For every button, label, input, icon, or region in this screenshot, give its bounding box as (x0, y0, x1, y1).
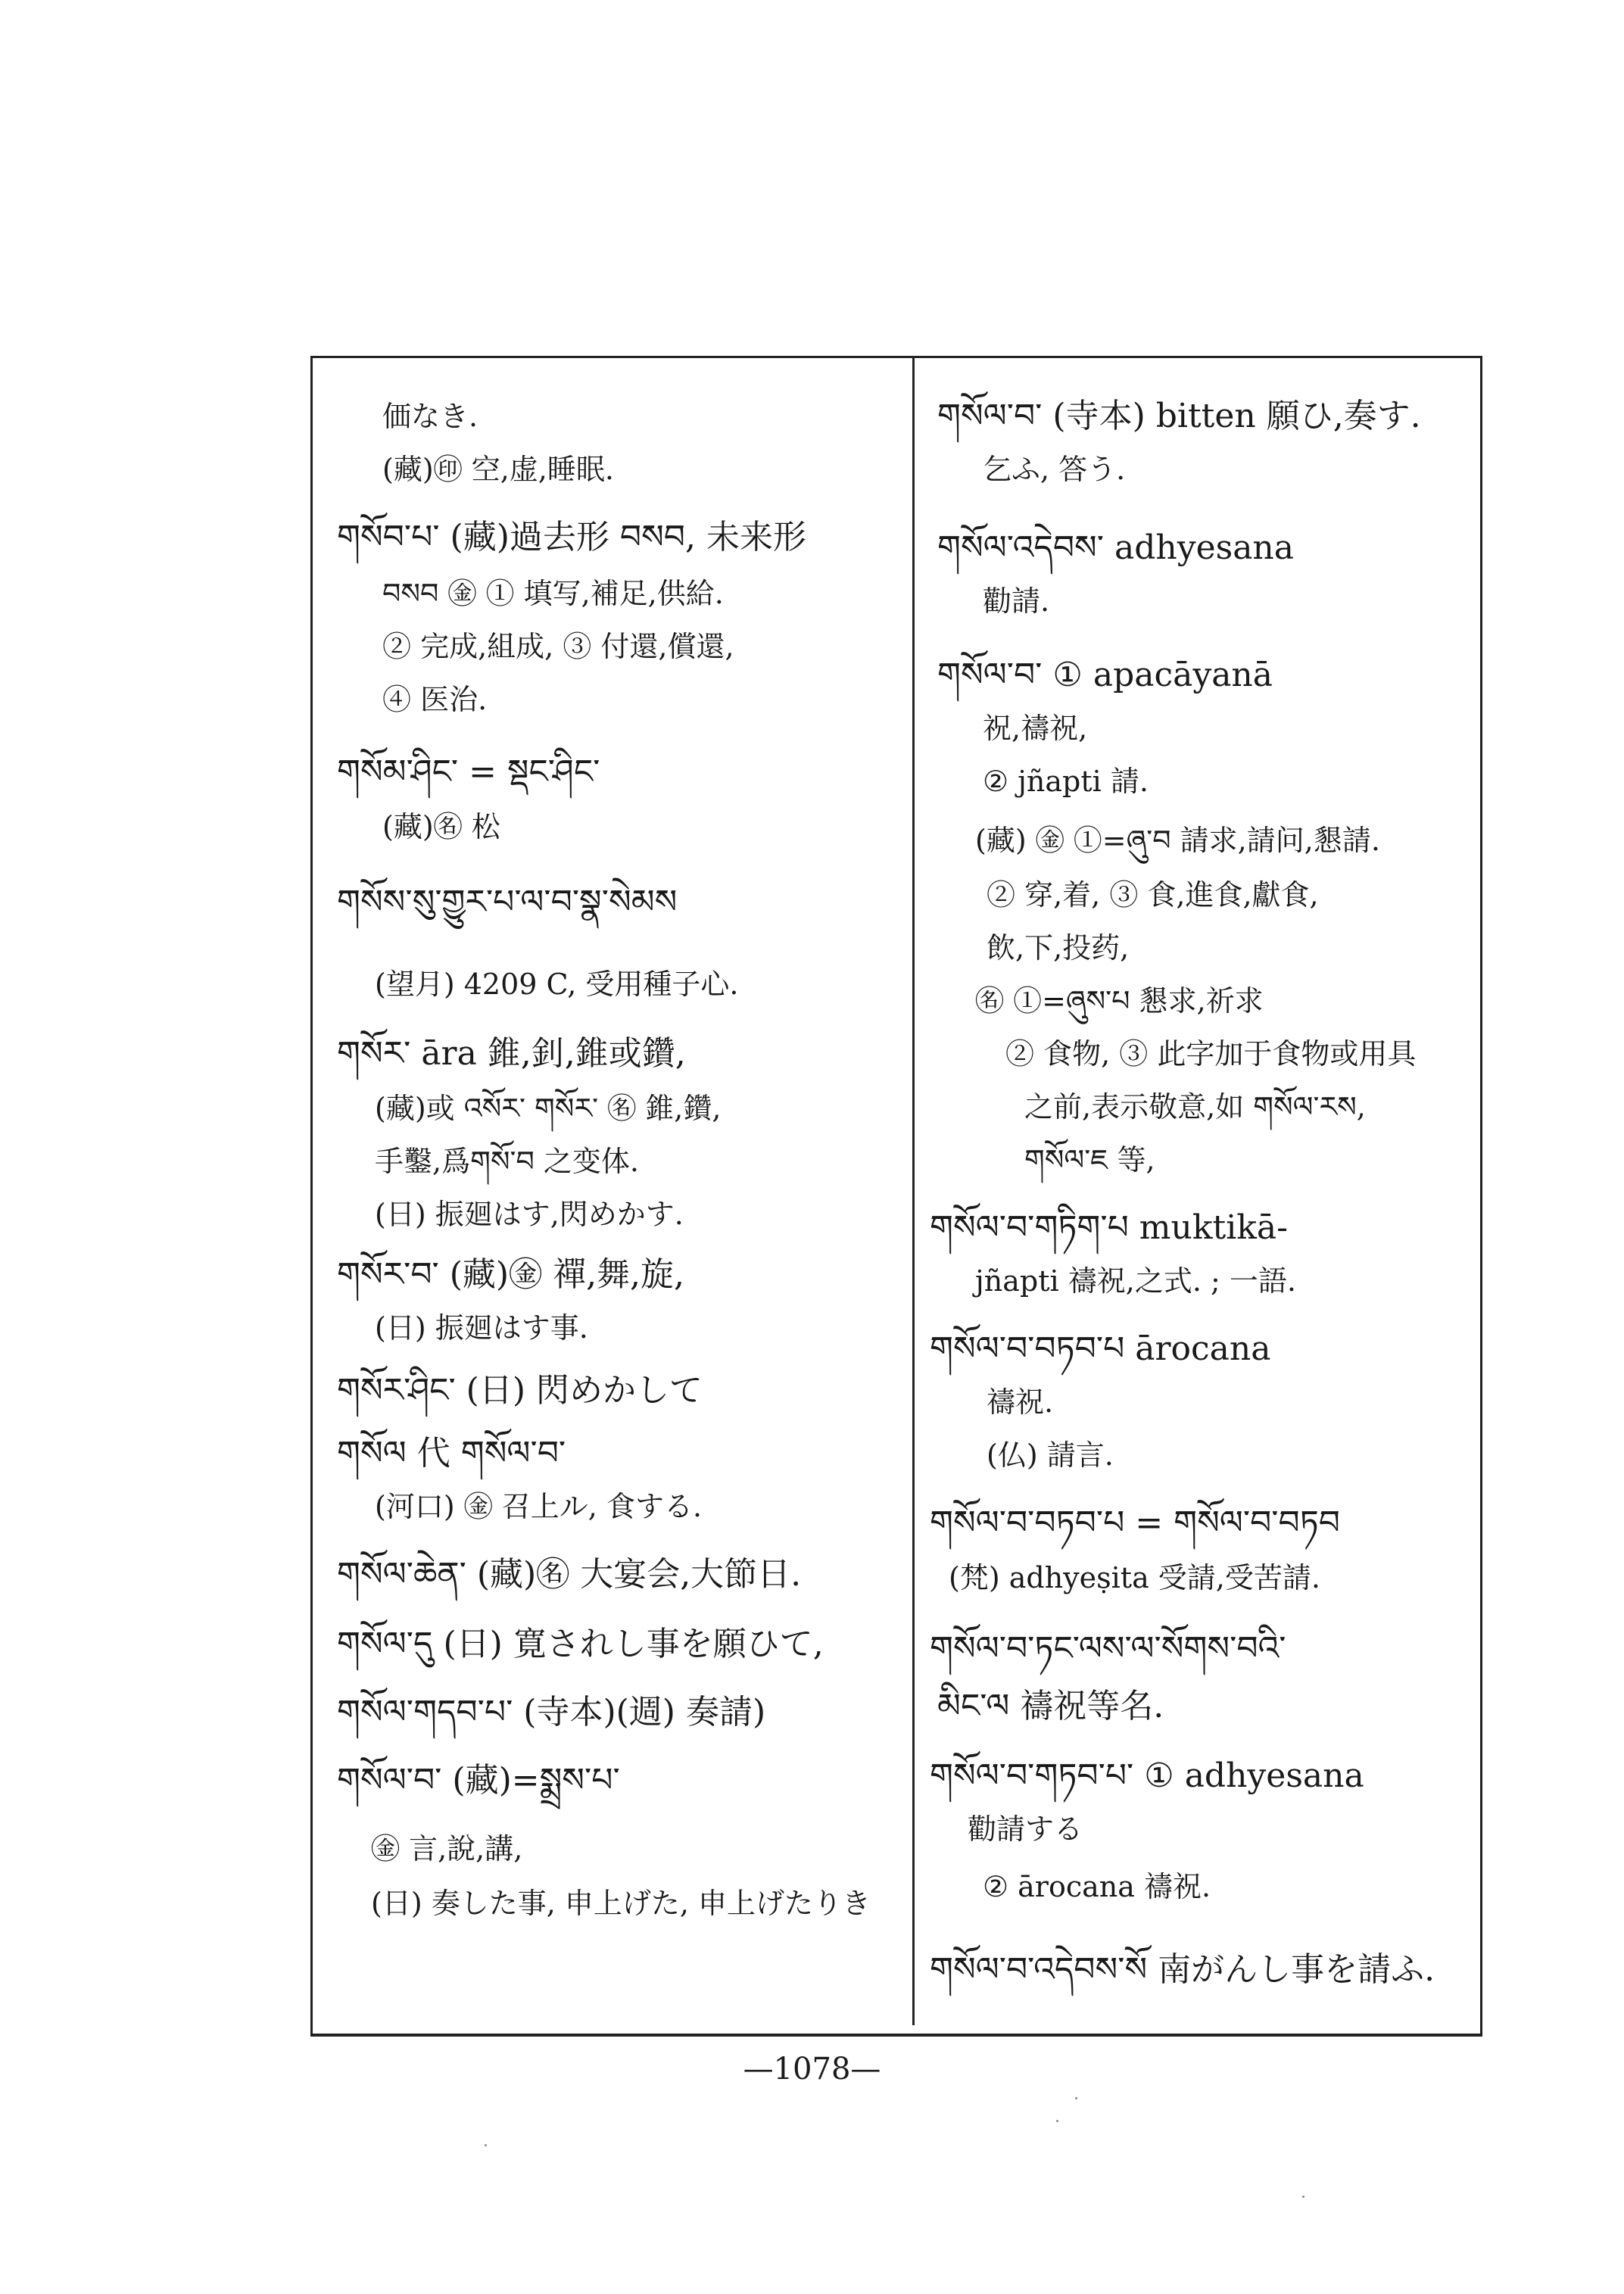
entry-line: (仏) 請言. (987, 1438, 1114, 1472)
entry-line: 勸請する (968, 1812, 1083, 1846)
entry-headword: གསོལ་གདབ་པ་ (寺本)(週) 奏請) (337, 1693, 766, 1731)
entry-line: 価なき. (382, 400, 478, 433)
entry-headword: གསོལ་ཆེན་ (藏)㊔ 大宴会,大節日. (337, 1555, 802, 1594)
entry-headword: གསོབ་པ་ (藏)過去形 བསབ, 未来形 (337, 518, 806, 556)
entry-headword: གསོལ་བ་ཏང་ལས་ལ་སོགས་བའི་ (930, 1629, 1286, 1668)
entry-line: (藏)㊔ 松 (382, 810, 500, 843)
entry-line: 勸請. (983, 584, 1050, 618)
entry-line: (梵) adhyeṣita 受請,受苦請. (949, 1561, 1320, 1594)
entry-line: བསབ ㊎ ① 填写,補足,供給. (382, 577, 724, 610)
entry-line: (藏) ㊎ ①=ཞུ་བ 請求,請问,懇請. (975, 824, 1380, 857)
entry-line: (日) 振廻はす事. (375, 1311, 588, 1345)
right-column (915, 356, 1482, 2037)
entry-line: ② 穿,着, ③ 食,進食,獻食, (987, 878, 1319, 912)
scan-speck (485, 2144, 487, 2146)
entry-headword: གསོལ་བ་གཏིག་པ muktikā- (930, 1208, 1289, 1247)
entry-line: ② ārocana 禱祝. (983, 1870, 1211, 1903)
left-column (310, 356, 912, 2037)
entry-headword: གསོལ 代 གསོལ་བ་ (337, 1434, 566, 1473)
entry-line: 之前,表示敬意,如 གསོལ་རས, (1024, 1090, 1366, 1124)
entry-headword: གསོམ་ཤིང་ = སྡང་ཤིང་ (337, 753, 600, 791)
entry-headword: གསོལ་བ་བཏབ་པ ārocana (930, 1329, 1271, 1368)
entry-line: ② 完成,組成, ③ 付還,償還, (382, 630, 734, 663)
entry-headword: གསོར་བ་ (藏)㊎ 禪,舞,旋, (337, 1255, 685, 1294)
entry-line: ② jñapti 請. (983, 765, 1149, 798)
entry-line: ④ 医治. (382, 683, 488, 716)
entry-headword: གསོལ་བ་ ① apacāyanā (937, 656, 1273, 694)
entry-headword: མིང་ལ 禱祝等名. (937, 1687, 1164, 1725)
entry-line: གསོལ་ཇ 等, (1024, 1143, 1155, 1177)
entry-line: ㊔ ①=ཞུས་པ 懇求,祈求 (975, 984, 1264, 1018)
entry-line: 祝,禱祝, (983, 712, 1088, 745)
entry-headword: གསོས་སུ་གྱུར་པ་ལ་བ་སྣ་སེམས (337, 883, 678, 921)
entry-line: (河口) ㊎ 召上ル, 食する. (375, 1490, 703, 1523)
page-number: —1078— (743, 2052, 881, 2087)
entry-headword: གསོལ་དུ (日) 寛されし事を願ひて, (337, 1625, 824, 1663)
scan-speck (1056, 2120, 1058, 2122)
entry-line: 乞ふ, 答う. (983, 453, 1126, 486)
entry-line: (望月) 4209 C, 受用種子心. (375, 968, 739, 1001)
entry-headword: གསོལ་བ་གཏབ་པ་ ① adhyesana (930, 1756, 1364, 1795)
entry-headword: གསོལ་བ་ (藏)=སྨྲས་པ་ (337, 1761, 620, 1800)
entry-headword: གསོལ་འདེབས་ adhyesana (937, 528, 1295, 567)
entry-headword: གསོར་ཤིང་ (日) 閃めかして (337, 1371, 703, 1410)
scan-speck (1302, 2196, 1304, 2198)
entry-line: (藏)或 འསོར་ གསོར་ ㊔ 錐,鑽, (375, 1092, 722, 1125)
entry-line: ② 食物, ③ 此字加于食物或用具 (1005, 1037, 1417, 1071)
entry-line: 飲,下,投药, (987, 931, 1130, 965)
entry-line: (藏)㊞ 空,虚,睡眠. (382, 453, 614, 486)
entry-line: (日) 振廻はす,閃めかす. (375, 1198, 684, 1231)
entry-line: 手鑿,爲གསོ་བ 之变体. (375, 1145, 639, 1178)
entry-headword: གསོལ་བ་འདེབས་སོ 南がんし事を請ふ. (930, 1950, 1435, 1989)
entry-headword: གསོལ་བ་ (寺本) bitten 願ひ,奏す. (937, 397, 1421, 435)
entry-headword: གསོལ་བ་བཏབ་པ = གསོལ་བ་བཏབ (930, 1504, 1340, 1542)
scan-speck (1075, 2097, 1077, 2099)
entry-line: (日) 奏した事, 申上げた, 申上げたりき (371, 1887, 871, 1920)
entry-line: 禱祝. (987, 1385, 1054, 1419)
entry-line: ㊎ 言,說,講, (371, 1832, 523, 1865)
entry-line: jñapti 禱祝,之式. ; 一語. (975, 1264, 1296, 1298)
entry-headword: གསོར་ āra 錐,釗,錐或鑽, (337, 1034, 686, 1073)
